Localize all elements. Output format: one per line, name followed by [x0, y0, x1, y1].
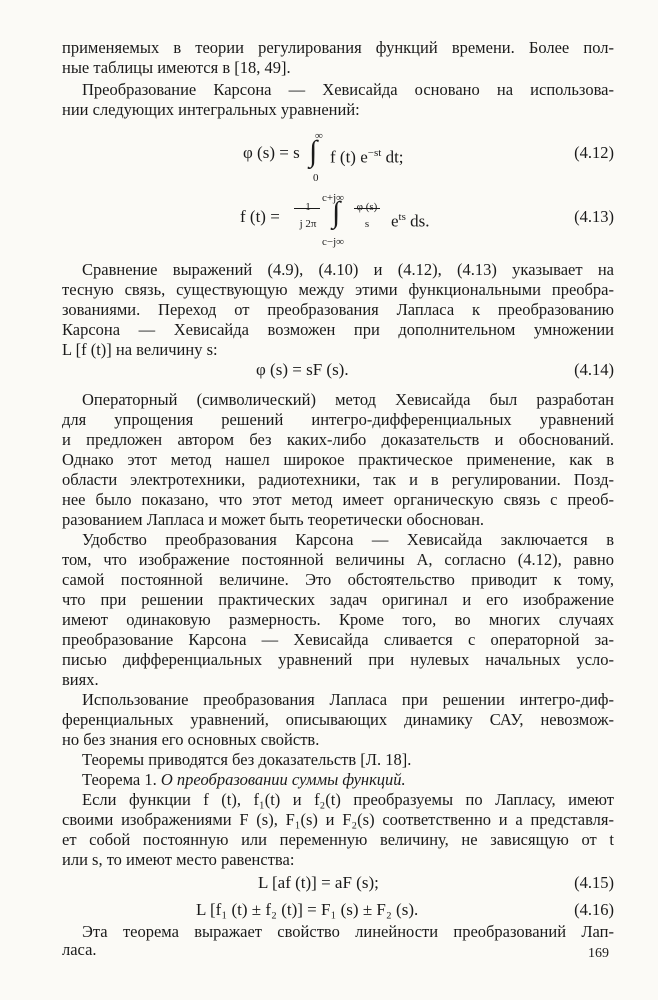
text-line: разованием Лапласа и может быть теоретически обоснован. — [62, 510, 485, 529]
text-line: ференциальных уравнений, описывающих динамику САУ, невозмож- — [62, 710, 614, 729]
text-line: что при решении практических задач оригинал и его изображение — [62, 590, 614, 609]
text-line: но без знания его основных свойств. — [62, 730, 320, 749]
text-line: Удобство преобразования Карсона — Хевисайда заключается в — [82, 530, 614, 549]
equation-4-15: L [af (t)] = aF (s); — [258, 873, 379, 892]
equation-number: (4.12) — [574, 143, 614, 162]
text-line: виях. — [62, 670, 99, 689]
eq-integrand: $e^{ts}$ ds. — [391, 211, 430, 231]
fraction-bar — [354, 208, 380, 209]
text-line: ласа. — [62, 940, 97, 959]
text-line: тесную связь, существующую между этими функциональными преобра- — [62, 280, 614, 299]
text-line: Использование преобразования Лапласа при решении интегро-диф- — [82, 690, 614, 709]
text-line: для упрощения решений интегро-дифференциальных уравнений — [62, 410, 614, 429]
eq-lhs: f (t) = — [240, 207, 280, 226]
text-line: зованиями. Переход от преобразования Лапласа к преобразованию — [62, 300, 614, 319]
integral-lower-limit: 0 — [313, 172, 319, 184]
text-line: применяемых в теории регулирования функций времени. Более пол- — [62, 38, 614, 57]
integral-lower-limit: c−j∞ — [322, 236, 344, 248]
text-line: ет собой постоянную или переменную величину, не зависящую от t — [62, 830, 614, 849]
equation-number: (4.16) — [574, 900, 614, 919]
text-line: Операторный (символический) метод Хевисайда был разработан — [82, 390, 614, 409]
fraction-denominator: j 2π — [299, 218, 317, 230]
text-line: Если функции f (t), f₁(t) и f₂(t) преобразуемы по Лапласу, имеют — [82, 790, 614, 809]
text-line: Преобразование Карсона — Хевисайда основано на использова- — [82, 80, 614, 99]
fraction-numerator: 1 — [305, 201, 311, 213]
equation-4-14: φ (s) = sF (s). — [256, 360, 349, 379]
text-line: ные таблицы имеются в [18, 49]. — [62, 58, 291, 77]
page-number: 169 — [588, 946, 609, 961]
text-line: и предложен автором без каких-либо доказательств и обоснований. — [62, 430, 614, 449]
integral-sign: ∫ — [309, 135, 318, 168]
text-line: своими изображениями F (s), F₁(s) и F₂(s) соответственно и a представля- — [62, 810, 614, 829]
text-line: том, что изображение постоянной величины A, согласно (4.12), равно — [62, 550, 614, 569]
text-line: Карсона — Хевисайда возможен при дополнительном умножении — [62, 320, 614, 339]
fraction-numerator: φ (s) — [356, 201, 378, 213]
equation-number: (4.15) — [574, 873, 614, 892]
text-line: имеют одинаковую размерность. Кроме того, во многих случаях — [62, 610, 614, 629]
text-line: L [f (t)] на величину s: — [62, 340, 218, 359]
text-line: самой постоянной величине. Это обстоятельство приводит к тому, — [62, 570, 614, 589]
integral-upper-limit: c+j∞ — [322, 192, 344, 204]
theorem-heading: Теорема 1. О преобразовании суммы функций. — [82, 770, 406, 789]
text-line: преобразование Карсона — Хевисайда сливается с операторной за- — [62, 630, 614, 649]
fraction-denominator: s — [364, 218, 370, 230]
integral-sign: ∫ — [332, 196, 341, 229]
fraction-bar — [294, 208, 320, 209]
text-line: Однако этот метод нашел широкое практическое применение, как в — [62, 450, 614, 469]
text-line: Сравнение выражений (4.9), (4.10) и (4.12), (4.13) указывает на — [82, 260, 614, 279]
eq-integrand: f (t) $e^{-st}$ dt; — [330, 147, 404, 167]
text-line: области электротехники, радиотехники, так и в регулировании. Позд- — [62, 470, 614, 489]
text-line: или s, то имеют место равенства: — [62, 850, 295, 869]
text-line: Эта теорема выражает свойство линейности преобразований Лап- — [82, 922, 614, 941]
equation-number: (4.13) — [574, 207, 614, 226]
integral-upper-limit: ∞ — [315, 130, 323, 142]
equation-4-16: L [f₁ (t) ± f₂ (t)] = F₁ (s) ± F₂ (s). — [196, 900, 419, 919]
equation-number: (4.14) — [574, 360, 614, 379]
text-line: писью дифференциальных уравнений при нулевых начальных усло- — [62, 650, 614, 669]
eq-lhs: φ (s) = s — [243, 143, 300, 162]
text-line: нии следующих интегральных уравнений: — [62, 100, 360, 119]
text-line: Теоремы приводятся без доказательств [Л. 18]. — [82, 750, 412, 769]
text-line: нее было показано, что этот метод имеет органическую связь с преоб- — [62, 490, 614, 509]
